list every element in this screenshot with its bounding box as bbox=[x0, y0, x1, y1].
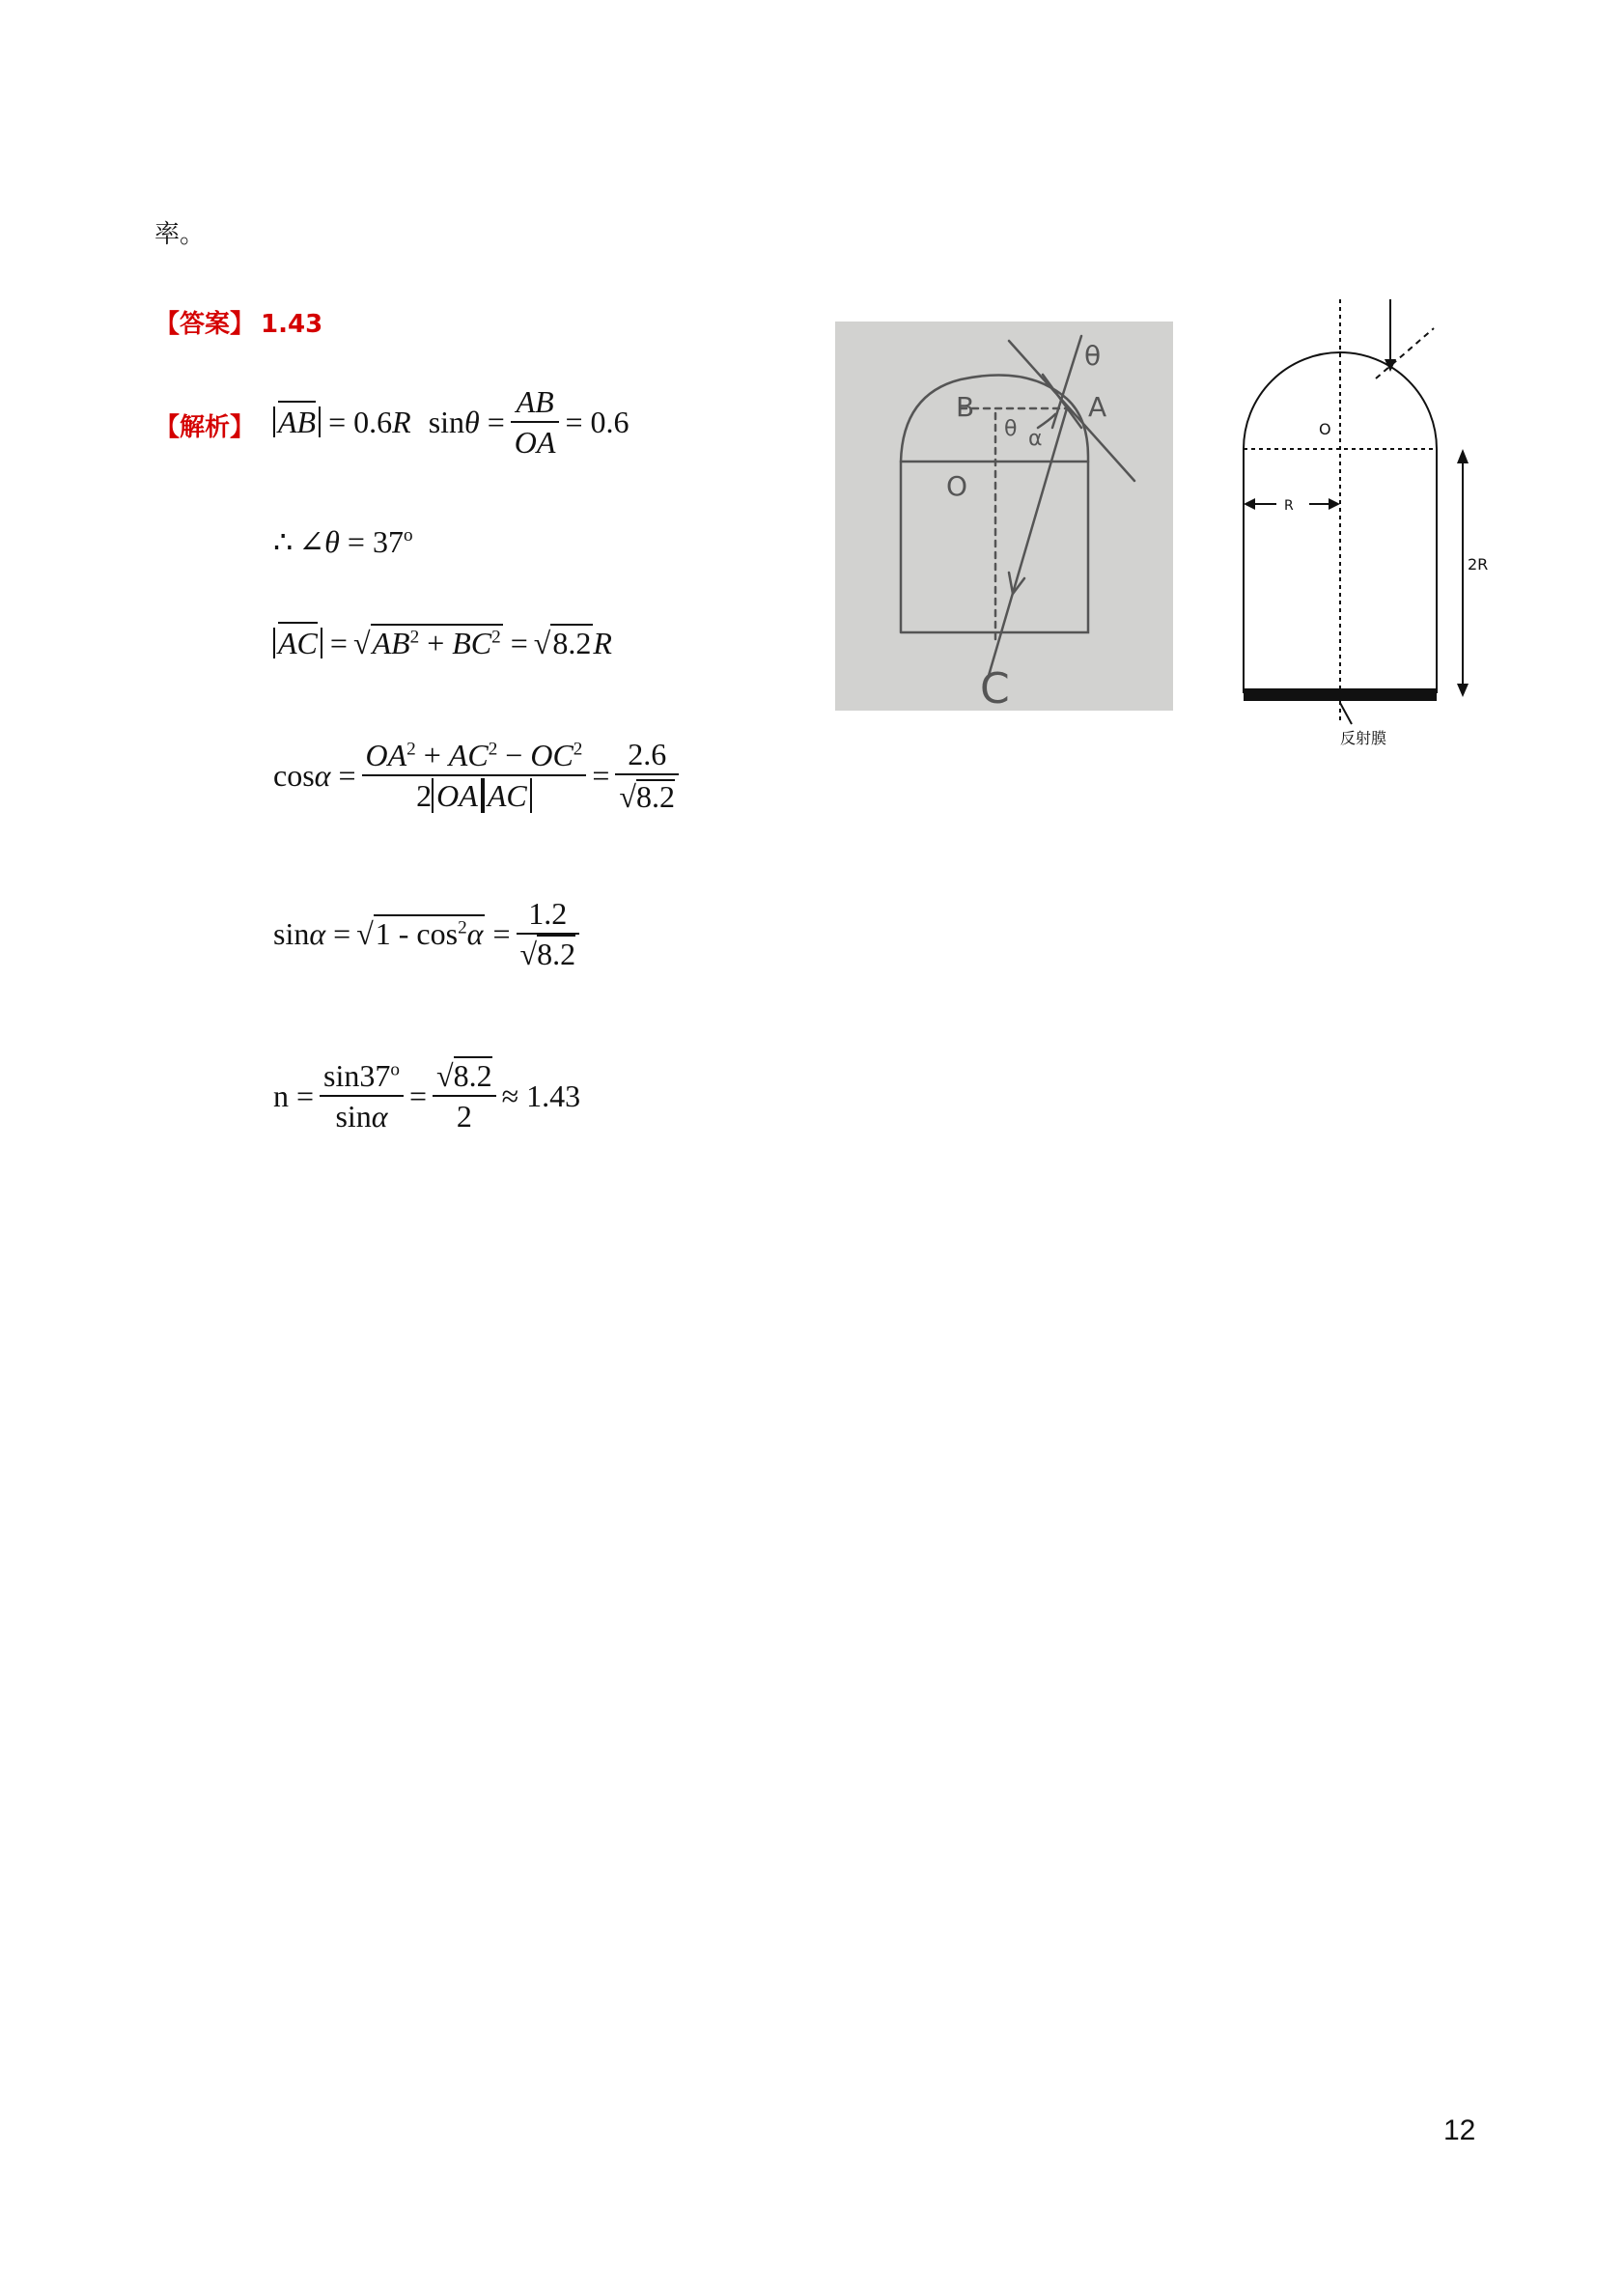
equation-ab-sin-theta bbox=[273, 386, 630, 458]
eq3-sq2: 2 bbox=[491, 627, 501, 648]
eq3-r: R bbox=[593, 626, 612, 660]
eq1-vec-ab: AB bbox=[278, 401, 316, 439]
eq1-sin: sin bbox=[428, 405, 465, 439]
eq1-theta: θ bbox=[464, 405, 480, 439]
photo-label-alpha: α bbox=[1028, 427, 1043, 451]
eq5-rad-1: 1 - cos bbox=[375, 916, 459, 951]
eq3-rad: 8.2 bbox=[552, 626, 592, 660]
eq6-num2: 8.2 bbox=[453, 1058, 492, 1093]
eq5-eq: = bbox=[333, 916, 351, 951]
eq2-therefore: ∴ bbox=[273, 524, 294, 559]
eq6-den2: 2 bbox=[456, 1099, 472, 1134]
eq3-plus: + bbox=[427, 626, 445, 660]
eq1-eq: = bbox=[487, 405, 505, 439]
eq3-sq1: 2 bbox=[409, 627, 420, 648]
equation-n: n = $\frac{\sin 37^o}{\sin\alpha}$ = $\frac{√8.2}{2}$ ≈ 1.43 bbox=[273, 1058, 581, 1134]
eq5-eq2: = bbox=[492, 916, 511, 951]
analysis-label: 【解析】 bbox=[154, 413, 256, 442]
equation-angle-theta bbox=[273, 526, 413, 557]
answer-line bbox=[154, 304, 322, 340]
intro-text: 率。 bbox=[154, 220, 206, 249]
eq6-eq: = bbox=[296, 1078, 315, 1113]
eq4-num-oa: OA bbox=[365, 738, 407, 772]
diagram-label-r: R bbox=[1284, 498, 1294, 514]
eq4-sq1: 2 bbox=[406, 739, 416, 760]
eq6-deg: o bbox=[390, 1059, 400, 1080]
page-number: 12 bbox=[1443, 2114, 1476, 2146]
eq2-deg: o bbox=[403, 525, 413, 546]
eq3-bc: BC bbox=[452, 626, 492, 660]
eq4-den-ac: AC bbox=[488, 774, 527, 813]
equation-sin-alpha: sin α = $√1 - \cos^2\alpha$ = $\frac{1.2}{√8.2}$ bbox=[273, 898, 585, 969]
photo-label-a: A bbox=[1088, 391, 1107, 423]
photo-label-b: B bbox=[956, 391, 975, 423]
eq1-den: OA bbox=[514, 425, 556, 460]
diagram-label-film: 反射膜 bbox=[1340, 729, 1387, 747]
eq1-r: R bbox=[392, 405, 411, 439]
eq5-rad-alpha: α bbox=[466, 916, 484, 951]
eq4-den-oa: OA bbox=[436, 774, 478, 813]
photo-label-theta-inner: θ bbox=[1004, 417, 1018, 441]
eq3-vec-ac: AC bbox=[278, 622, 318, 660]
hand-sketch-photo bbox=[835, 322, 1173, 711]
eq4-num-ac: AC bbox=[448, 738, 489, 772]
eq5-sq: 2 bbox=[458, 917, 467, 938]
eq5-num: 1.2 bbox=[517, 898, 580, 935]
photo-label-c: C bbox=[980, 664, 1010, 711]
eq1-eq-06r: = 0.6 bbox=[328, 405, 393, 439]
eq6-approx: ≈ 1.43 bbox=[501, 1078, 581, 1113]
clean-diagram bbox=[1226, 299, 1497, 763]
eq2-rest: = 37 bbox=[347, 524, 404, 559]
eq4-eq2: = bbox=[592, 758, 610, 793]
eq4-eq: = bbox=[338, 758, 356, 793]
diagram-label-2r: 2R bbox=[1468, 555, 1489, 574]
equation-ac: AC = $√AB^2 + BC^2$ = √8.2 R bbox=[273, 628, 612, 658]
eq2-theta: θ bbox=[324, 524, 340, 559]
eq6-eq2: = bbox=[408, 1078, 428, 1113]
eq4-sq3: 2 bbox=[573, 739, 583, 760]
eq6-n: n bbox=[273, 1078, 289, 1113]
eq3-eq: = bbox=[329, 626, 348, 660]
eq3-ab: AB bbox=[372, 626, 410, 660]
eq2-angle: ∠ bbox=[298, 524, 325, 559]
eq4-num2: 2.6 bbox=[615, 739, 679, 775]
eq5-sin: sin bbox=[273, 916, 310, 951]
eq3-eq2: = bbox=[510, 626, 528, 660]
photo-label-theta-top: θ bbox=[1084, 340, 1102, 372]
eq1-eq-06: = 0.6 bbox=[565, 405, 630, 439]
answer-value: 1.43 bbox=[261, 310, 323, 339]
eq5-alpha: α bbox=[309, 916, 326, 951]
eq1-num: AB bbox=[511, 386, 560, 423]
eq4-den2: 8.2 bbox=[635, 779, 675, 814]
eq4-sq2: 2 bbox=[488, 739, 498, 760]
photo-label-o: O bbox=[946, 470, 968, 502]
diagram-label-o: O bbox=[1319, 420, 1331, 438]
equation-cos-alpha: cos α = $\frac{OA^2 + AC^2 - OC^2}{\text{2 OA AC}}$ = $\frac{2.6}{√8.2}$ bbox=[273, 739, 685, 812]
eq6-num: sin37 bbox=[323, 1058, 391, 1093]
eq6-den-sin: sin bbox=[335, 1099, 372, 1134]
answer-label: 【答案】 bbox=[154, 310, 256, 339]
eq4-den-2: 2 bbox=[416, 778, 433, 813]
eq6-den-alpha: α bbox=[371, 1099, 388, 1134]
eq5-den: 8.2 bbox=[537, 937, 576, 971]
eq4-cos: cos bbox=[273, 758, 315, 793]
eq4-alpha: α bbox=[314, 758, 331, 793]
eq4-minus: − bbox=[505, 738, 523, 772]
eq4-num-oc: OC bbox=[530, 738, 574, 772]
eq4-plus: + bbox=[423, 738, 441, 772]
